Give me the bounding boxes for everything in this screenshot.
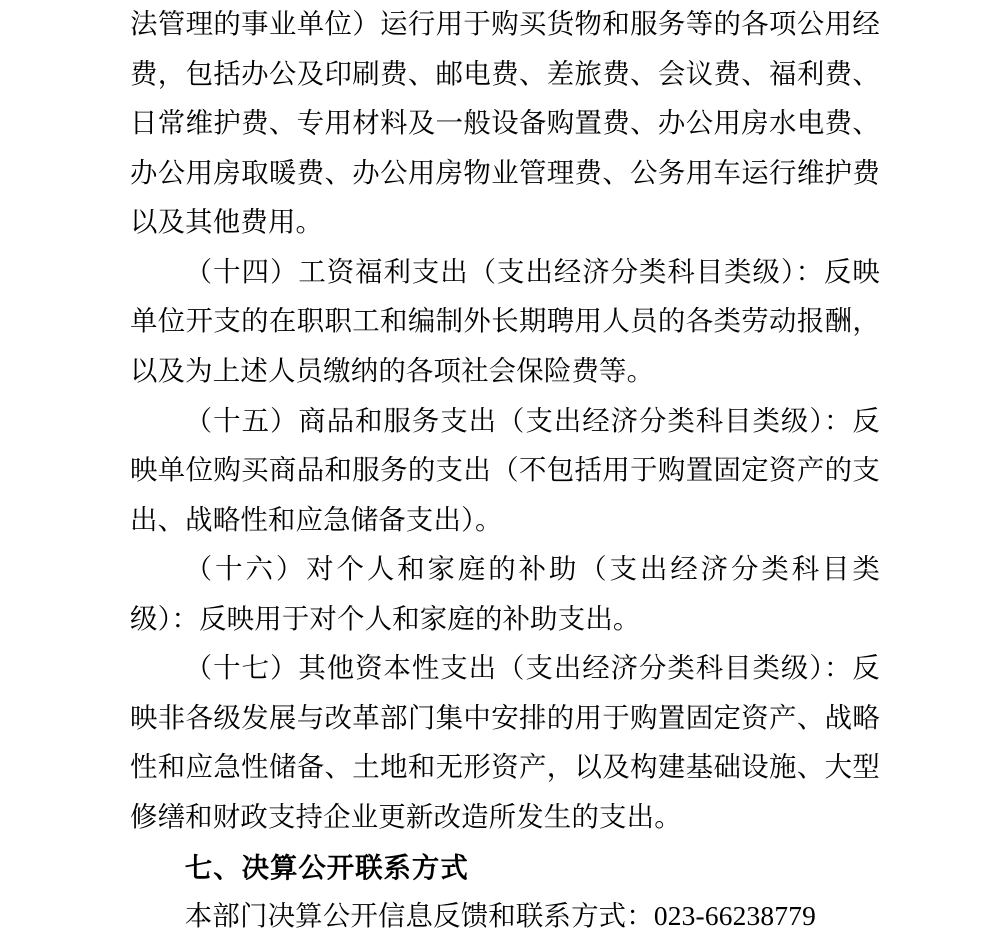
para-contact-info: 本部门决算公开信息反馈和联系方式：023-66238779 <box>184 901 817 932</box>
para-item-16-individual-family-subsidy: （十六）对个人和家庭的补助（支出经济分类科目类级）：反映用于对个人和家庭的补助支出。 <box>130 554 880 634</box>
para-item-15-goods-services: （十五）商品和服务支出（支出经济分类科目类级）：反映单位购买商品和服务的支出（不包括用于购置固定资产的支出、战略性和应急储备支出）。 <box>130 405 880 535</box>
para-public-funds-continued: 法管理的事业单位）运行用于购买货物和服务等的各项公用经费，包括办公及印刷费、邮电费、差旅费、会议费、福利费、日常维护费、专用材料及一般设备购置费、办公用房水电费、办公用房取暖费、办公用房物业管理费、公务用车运行维护费以及其他费用。 <box>130 9 880 238</box>
para-item-17-other-capital: （十七）其他资本性支出（支出经济分类科目类级）：反映非各级发展与改革部门集中安排的用于购置固定资产、战略性和应急性储备、土地和无形资产，以及构建基础设施、大型修缮和财政支持企业更新改造所发生的支出。 <box>130 653 880 832</box>
heading-section-7-contact: 七、决算公开联系方式 <box>184 851 469 883</box>
para-item-14-wage-welfare: （十四）工资福利支出（支出经济分类科目类级）：反映单位开支的在职职工和编制外长期聘用人员的各类劳动报酬，以及为上述人员缴纳的各项社会保险费等。 <box>130 256 880 386</box>
